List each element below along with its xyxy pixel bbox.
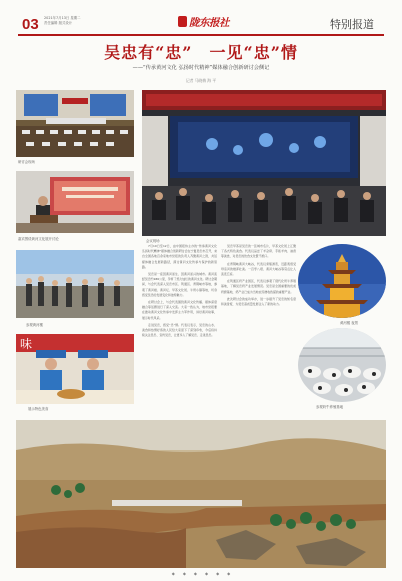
tower-photo	[298, 244, 386, 318]
article-title: 吴忠有“忠” 一见“忠”情	[104, 43, 298, 62]
paragraph: 走进吴忠，感受“忠”情。代表们表示，吴忠的山水、美食和热情好客的人民给大家留下了深刻印象，今后将持续关注吴忠、宣传吴忠，让更多人了解吴忠、走进吴忠。	[142, 322, 217, 338]
paragraph: 在研讨会上，与会代表围绕黄河文化传播、媒体深度融合等话题进行了深入交流。大家一致认为，地市党报要在推动黄河文化传承中发挥主力军作用，讲好黄河故事，展示时代风采。	[142, 300, 217, 320]
cattle-photo	[298, 328, 386, 402]
main-conference-photo	[142, 90, 386, 236]
caption-photo3: 参观黄河楼	[26, 323, 43, 327]
paragraph: 此次研讨会的成功举办，进一步提升了吴忠的知名度和美誉度，为吴忠高质量发展注入了新的动力。	[221, 296, 296, 307]
logo-text: 陇东报社	[189, 17, 229, 29]
paragraph: 在青铜峡黄河大峡谷，代表们乘船游览，近距离感受母亲河的雄浑壮美。一百零八塔、黄河大峡谷等景点让人流连忘返。	[221, 261, 296, 277]
visitors-photo	[16, 250, 134, 318]
caption-photo1: 研讨会现场	[18, 160, 35, 164]
newspaper-logo	[178, 15, 230, 29]
speaker-photo	[16, 171, 134, 233]
svg-text:味: 味	[20, 337, 33, 351]
page-number: 03	[22, 16, 39, 33]
section-title: 特别报道	[330, 18, 374, 31]
caption-photo6: 黄河楼 夜景	[340, 321, 359, 325]
article-subtitle: ——“传承黄河文化 弘扬时代精神”媒体融合创新研讨会侧记	[132, 65, 270, 71]
caption-photo2: 嘉宾围绕黄河文化展开讨论	[18, 237, 59, 241]
logo-mark-icon	[178, 16, 187, 27]
caption-photo5: 会议现场	[146, 239, 160, 243]
date-line-1: 2021年7月13日 星期二	[44, 16, 81, 20]
conference-hall-photo	[16, 90, 134, 157]
yellow-river-panorama	[16, 420, 386, 568]
page-footer: ◆ ◆ ◆ ◆ ◆ ◆	[171, 571, 231, 576]
caption-photo7: 参观奶牛养殖基地	[316, 405, 344, 409]
header-divider	[18, 34, 384, 36]
paragraph: 吴忠早茶是吴忠的一张城市名片，早茶文化街上汇聚了各式特色美食。代表们品尝了羊杂碎、手抓羊肉、油香等美食，对吴忠的饮食文化赞不绝口。	[221, 244, 296, 259]
food-photo	[16, 334, 134, 404]
issue-date	[44, 16, 81, 25]
date-line-2: 责任编辑 版式设计	[44, 20, 73, 25]
paragraph: 在利通区奶产业园区，代表们参观了现代化奶牛养殖基地，了解吴忠奶产业发展情况。吴忠是全国重要的优质奶源基地，奶产业已成为当地农民增收致富的重要产业。	[221, 279, 296, 294]
article-byline: 记者 马晓梅 海 平	[185, 78, 217, 83]
paragraph: 7月10日至12日，由中国报协主办的“传承黄河文化 弘扬时代精神”媒体融合创新研讨会在宁夏吴忠市召开，来自全国各地百余家地市党报的负责人齐聚黄河之滨，共话媒体融合发展新路径，探讨黄河文化传承与保护的新思路。	[142, 244, 217, 269]
caption-photo4: 展示特色美食	[28, 407, 49, 411]
paragraph: 吴忠是一座因黄河而生、因黄河而兴的城市。黄河流经吴忠约186公里，孕育了悠久灿烂的黄河文化。研讨会期间，与会代表深入吴忠市区、利通区、青铜峡市等地，参观了黄河楼、黄河坛、早茶文化街、牛奶小镇等地，切身感受吴忠的发展变化和独特魅力。	[142, 272, 217, 297]
article-column-2	[221, 244, 296, 412]
article-column-1	[142, 244, 217, 412]
